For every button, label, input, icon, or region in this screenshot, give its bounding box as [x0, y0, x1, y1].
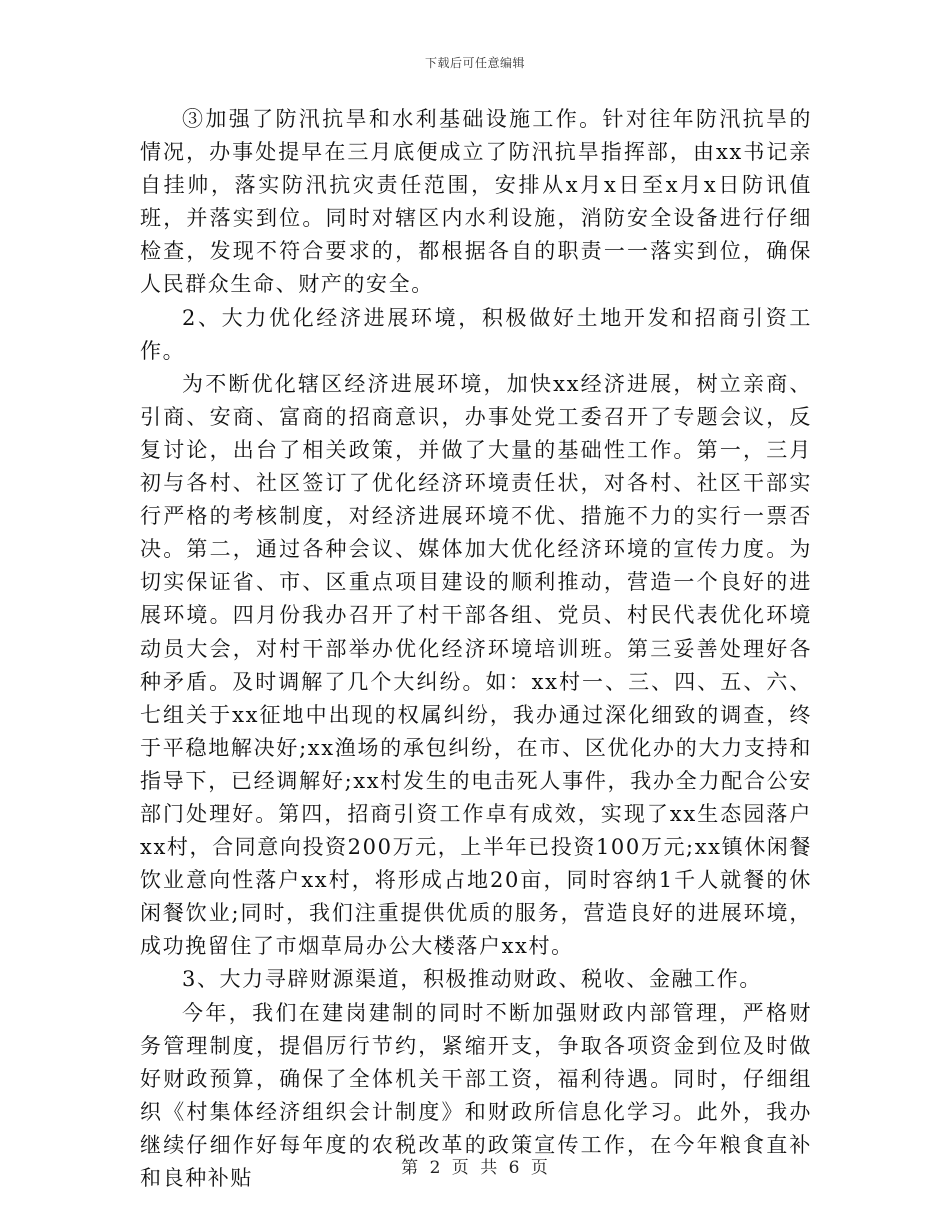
paragraph-finance: 今年，我们在建岗建制的同时不断加强财政内部管理，严格财务管理制度，提倡厉行节约，紧缩开支，争取各项资金到位及时做好财政预算，确保了全体机关干部工资，福利待遇。同时，仔细组织《村集体经济组织会计制度》和财政所信息化学习。此外，我办继续仔细作好每年度的农税改革的政策宣传工作，在今年粮食直补和良种补贴 — [140, 1000, 812, 1190]
heading-finance: 3、大力寻辟财源渠道，积极推动财政、税收、金融工作。 — [182, 967, 762, 992]
page-number-footer: 第 2 页 共 6 页 — [401, 1158, 549, 1178]
paragraph-economic-environment: 为不断优化辖区经济进展环境，加快xx经济进展，树立亲商、引商、安商、富商的招商意识，办事处党工委召开了专题会议，反复讨论，出台了相关政策，并做了大量的基础性工作。第一，三月初与各村、社区签订了优化经济环境责任状，对各村、社区干部实行严格的考核制度，对经济进展环境不优、措施不力的实行一票否决。第二，通过各种会议、媒体加大优化经济环境的宣传力度。为切实保证省、市、区重点项目建设的顺利推动，营造一个良好的进展环境。四月份我办召开了村干部各组、党员、村民代表优化环境动员大会，对村干部举办优化经济环境培训班。第三妥善处理好各种矛盾。及时调解了几个大纠纷。如：xx村一、三、四、五、六、七组关于xx征地中出现的权属纠纷，我办通过深化细致的调查，终于平稳地解决好;xx渔场的承包纠纷，在市、区优化办的大力支持和指导下，已经调解好;xx村发生的电击死人事件，我办全力配合公安部门处理好。第四，招商引资工作卓有成效，实现了xx生态园落户xx村，合同意向投资200万元，上半年已投资100万元;xx镇休闲餐饮业意向性落户xx村，将形成占地20亩，同时容纳1千人就餐的休闲餐饮业;同时，我们注重提供优质的服务，营造良好的进展环境，成功挽留住了市烟草局办公大楼落户xx村。 — [140, 371, 813, 959]
document-body — [140, 103, 812, 1195]
heading-economic-environment: 2、大力优化经济进展环境，积极做好土地开发和招商引资工作。 — [140, 305, 812, 363]
paragraph-flood-control: ③加强了防汛抗旱和水利基础设施工作。针对往年防汛抗旱的情况，办事处提早在三月底便成立了防汛抗旱指挥部，由xx书记亲自挂帅，落实防汛抗灾责任范围，安排从x月x日至x月x日防讯值班，并落实到位。同时对辖区内水利设施，消防安全设备进行仔细检查，发现不符合要求的，都根据各自的职责一一落实到位，确保人民群众生命、财产的安全。 — [140, 107, 812, 297]
header-note: 下载后可任意编辑 — [424, 56, 525, 70]
